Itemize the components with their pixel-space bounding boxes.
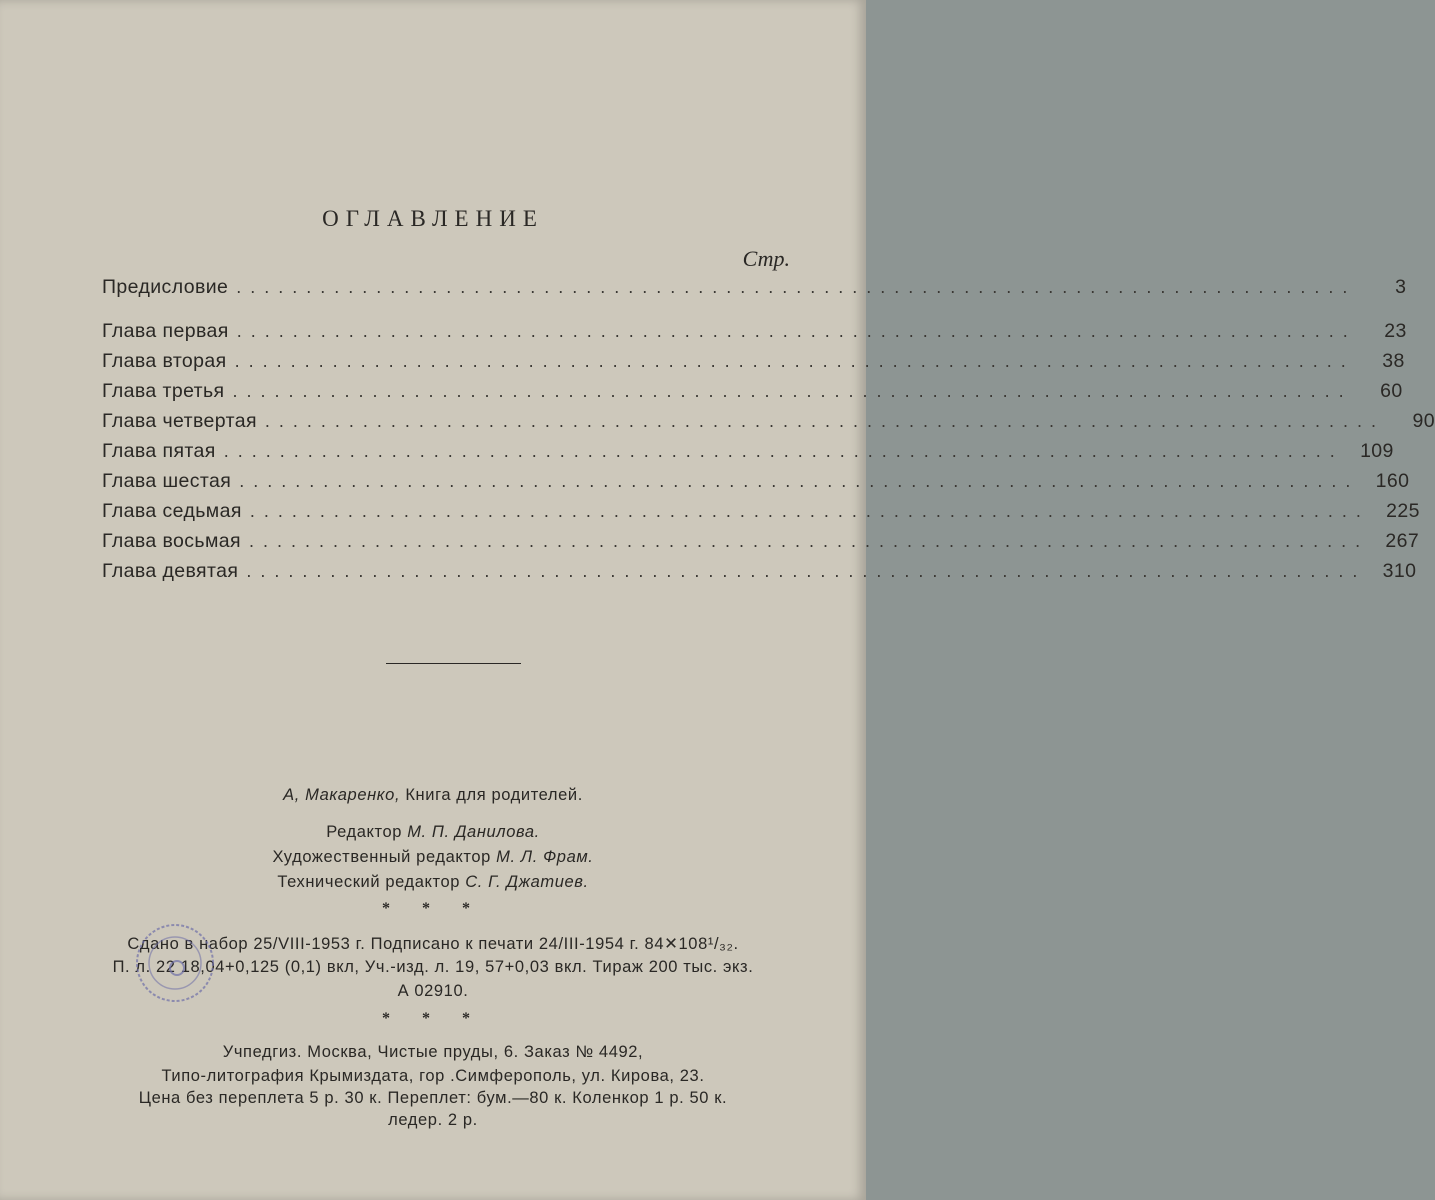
dot-leader: ................................................................................ xyxy=(239,471,1360,491)
dot-leader: ................................................................................ xyxy=(246,561,1367,581)
publisher-line-2: Типо-литография Крымиздата, гор .Симферополь, ул. Кирова, 23. xyxy=(161,1067,705,1085)
price-line: Цена без переплета 5 р. 30 к. Переплет: бум.—80 к. Коленкор 1 р. 50 к. xyxy=(138,1089,728,1107)
art-editor-role: Художественный редактор xyxy=(272,848,491,866)
dot-leader: ................................................................................ xyxy=(232,381,1353,401)
toc-entry xyxy=(102,470,1410,498)
toc-entry xyxy=(102,320,1407,348)
imprint-line-1: Сдано в набор 25/VIII-1953 г. Подписано к печати 24/III-1954 г. 84✕108¹/₃₂. xyxy=(127,935,739,953)
toc-entry xyxy=(102,560,1417,588)
toc-entry-label: Глава седьмая xyxy=(102,500,242,522)
toc-entry-label: Глава третья xyxy=(102,380,225,402)
dot-leader: ................................................................................ xyxy=(249,531,1370,551)
imprint-line-3: А 02910. xyxy=(397,982,469,1000)
toc-entry xyxy=(102,276,1407,304)
section-divider xyxy=(386,663,521,664)
toc-entry-page: 109 xyxy=(1360,440,1394,462)
separator-stars-bottom: * * * xyxy=(382,1010,484,1027)
book-title: Книга для родителей. xyxy=(405,786,583,804)
editor-line xyxy=(0,823,866,842)
dot-leader: ................................................................................ xyxy=(264,411,1385,431)
publisher-line-1: Учпедгиз. Москва, Чистые пруды, 6. Заказ № 4492, xyxy=(222,1043,644,1061)
toc-entry-label: Глава вторая xyxy=(102,350,227,372)
toc-entry-page: 267 xyxy=(1385,530,1420,552)
dot-leader: ................................................................................ xyxy=(249,501,1370,521)
editor-name: М. П. Данилова. xyxy=(407,823,540,841)
toc-entry-label: Глава восьмая xyxy=(102,530,241,552)
editor-role: Редактор xyxy=(326,823,403,841)
tech-editor-name: С. Г. Джатиев. xyxy=(465,873,589,891)
author-name: А, Макаренко, xyxy=(283,786,401,804)
toc-entry xyxy=(102,380,1403,408)
dot-leader: ................................................................................ xyxy=(236,277,1357,297)
toc-entry-label: Глава первая xyxy=(102,320,229,342)
book-credit-line xyxy=(0,786,866,805)
page-column-label: Стр. xyxy=(742,246,790,271)
dot-leader: ................................................................................ xyxy=(234,351,1355,371)
art-editor-line xyxy=(0,848,866,867)
toc-heading: ОГЛАВЛЕНИЕ xyxy=(322,206,544,231)
toc-entry-page: 225 xyxy=(1386,500,1420,522)
dot-leader: ................................................................................ xyxy=(223,441,1344,461)
separator-stars-top: * * * xyxy=(382,900,484,917)
toc-entry xyxy=(102,500,1420,528)
dot-leader: ................................................................................ xyxy=(236,321,1357,341)
library-stamp-icon xyxy=(134,922,216,1004)
toc-entry-page: 38 xyxy=(1382,350,1405,372)
toc-entry-label: Глава девятая xyxy=(102,560,239,582)
toc-entry-label: Глава четвертая xyxy=(102,410,257,432)
toc-entry-page: 160 xyxy=(1375,470,1410,492)
toc-entry-page: 23 xyxy=(1384,320,1407,342)
toc-entry-label: Глава пятая xyxy=(102,440,216,462)
tech-editor-line xyxy=(0,873,866,892)
tech-editor-role: Технический редактор xyxy=(277,873,461,891)
toc-entry-label: Предисловие xyxy=(102,276,229,298)
toc-entry xyxy=(102,410,1435,438)
toc-entry-label: Глава шестая xyxy=(102,470,232,492)
toc-entry-page: 310 xyxy=(1382,560,1417,582)
toc-entry-page: 90 xyxy=(1412,410,1435,432)
toc-entry xyxy=(102,530,1420,558)
toc-entry xyxy=(102,350,1405,378)
imprint-line-2: П. л. 22 18,04+0,125 (0,1) вкл, Уч.-изд. л. 19, 57+0,03 вкл. Тираж 200 тыс. экз. xyxy=(112,958,754,976)
toc-entry-page: 60 xyxy=(1380,380,1403,402)
art-editor-name: М. Л. Фрам. xyxy=(496,848,594,866)
toc-entry-page: 3 xyxy=(1395,276,1407,298)
toc-entry xyxy=(102,440,1394,468)
price-line-continued: ледер. 2 р. xyxy=(388,1111,478,1129)
